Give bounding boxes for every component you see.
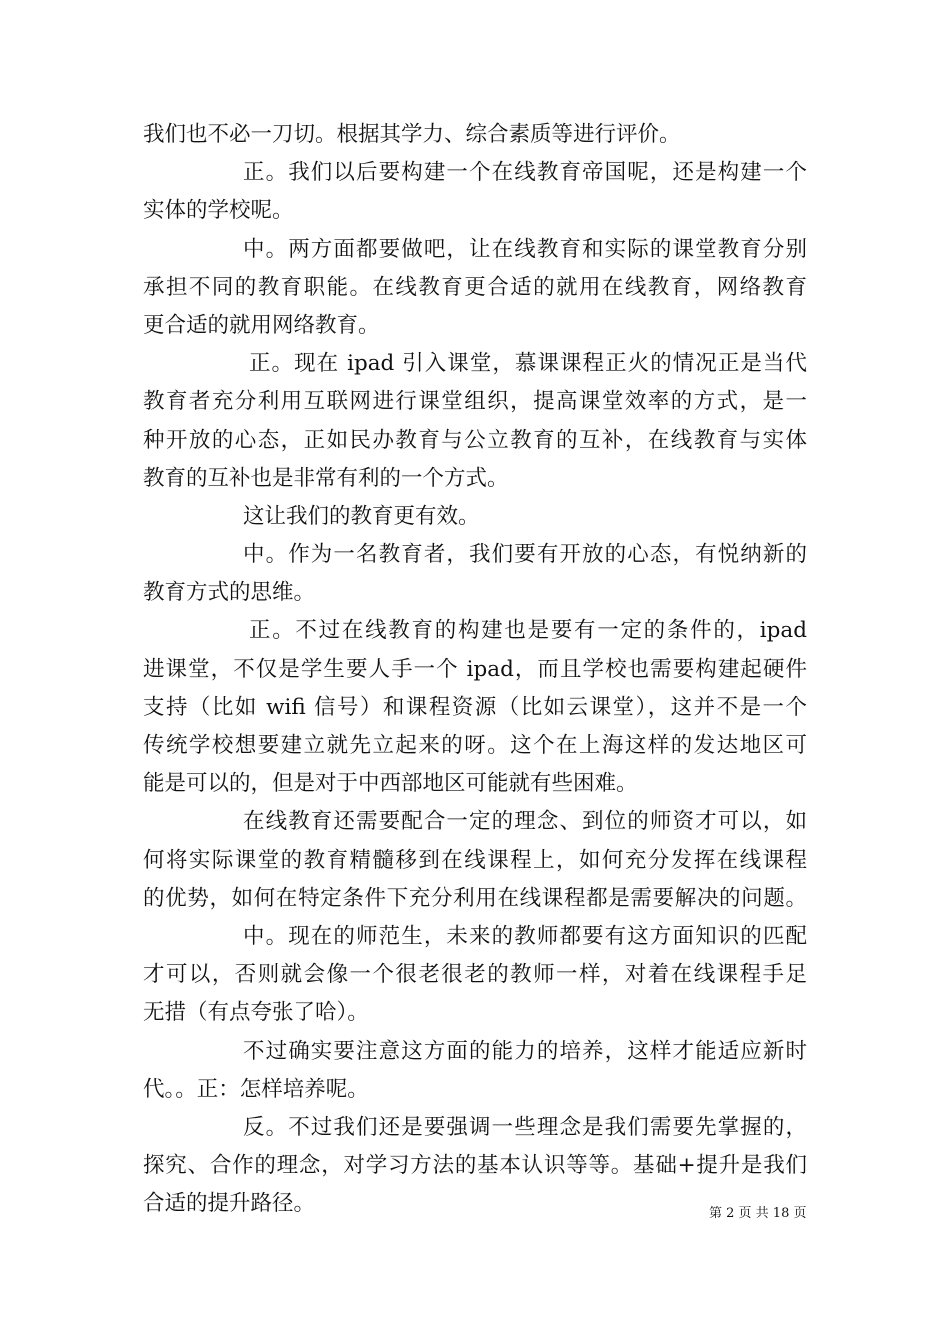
text-line: 的优势，如何在特定条件下充分利用在线课程都是需要解决的问题。: [143, 885, 807, 911]
text-line: 能是可以的，但是对于中西部地区可能就有些困难。: [143, 771, 638, 797]
text-line: 正。现在 ipad 引入课堂，慕课课程正火的情况正是当代: [249, 351, 807, 377]
text-line: 在线教育还需要配合一定的理念、到位的师资才可以，如: [243, 809, 807, 835]
page-number-footer: 第 2 页 共 18 页: [709, 1206, 807, 1221]
text-line: 反。不过我们还是要强调一些理念是我们需要先掌握的，: [243, 1114, 807, 1140]
text-line: 无措（有点夸张了哈）。: [143, 1000, 369, 1026]
text-line: 传统学校想要建立就先立起来的呀。这个在上海这样的发达地区可: [143, 733, 807, 758]
text-line: 何将实际课堂的教育精髓移到在线课程上，如何充分发挥在线课程: [143, 847, 807, 873]
text-line: 进课堂，不仅是学生要人手一个 ipad，而且学校也需要构建起硬件: [143, 656, 807, 682]
text-line: 教育者充分利用互联网进行课堂组织，提高课堂效率的方式，是一: [143, 389, 807, 415]
text-line: 不过确实要注意这方面的能力的培养，这样才能适应新时: [243, 1038, 807, 1064]
text-line: 中。两方面都要做吧，让在线教育和实际的课堂教育分别: [243, 236, 807, 262]
document-body: [143, 116, 807, 1223]
text-line: 更合适的就用网络教育。: [143, 312, 380, 338]
text-line: 正。不过在线教育的构建也是要有一定的条件的，ipad: [249, 618, 807, 644]
text-line: 中。作为一名教育者，我们要有开放的心态，有悦纳新的: [243, 542, 807, 568]
text-line: 承担不同的教育职能。在线教育更合适的就用在线教育，网络教育: [143, 274, 807, 300]
text-line: 教育方式的思维。: [143, 580, 316, 606]
text-line: 探究、合作的理念，对学习方法的基本认识等等。基础+提升是我们: [143, 1153, 807, 1179]
text-line: 才可以，否则就会像一个很老很老的教师一样，对着在线课程手足: [143, 962, 807, 988]
text-line: 中。现在的师范生，未来的教师都要有这方面知识的匹配: [243, 923, 807, 949]
text-line: 实体的学校呢。: [143, 198, 294, 224]
text-line: 种开放的心态，正如民办教育与公立教育的互补，在线教育与实体: [143, 427, 807, 453]
text-line: 正。我们以后要构建一个在线教育帝国呢，还是构建一个: [243, 160, 807, 186]
text-line: 支持（比如 wifi 信号）和课程资源（比如云课堂），这并不是一个: [143, 694, 807, 720]
text-line: 代。。正：怎样培养呢。: [143, 1076, 369, 1102]
text-line: 教育的互补也是非常有利的一个方式。: [143, 465, 509, 491]
text-line: 合适的提升路径。: [143, 1191, 316, 1217]
text-line: 我们也不必一刀切。根据其学力、综合素质等进行评价。: [143, 122, 681, 147]
text-line: 这让我们的教育更有效。: [243, 503, 480, 529]
